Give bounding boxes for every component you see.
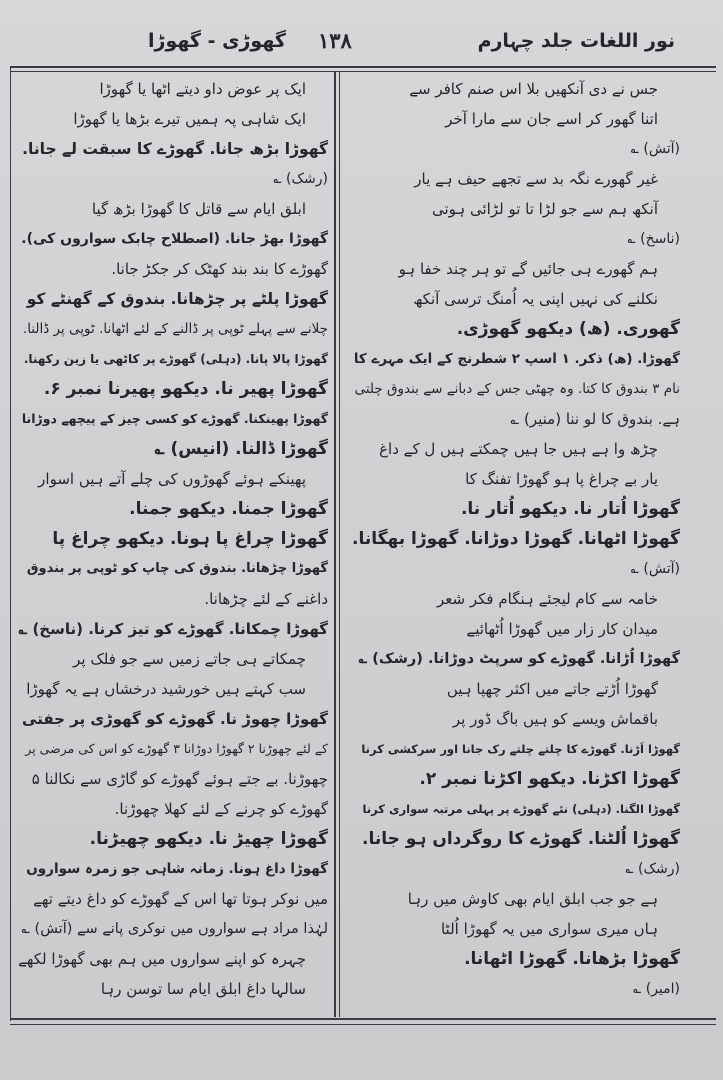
left-border <box>10 66 11 1021</box>
left-column-verse-line: پھینکے ہوئے گھوڑوں کی چلے آتے ہیں اسوار <box>38 470 306 488</box>
left-column-entry-heading: گھوڑا چراغ پا ہونا. دیکھو چراغ پا <box>52 529 328 549</box>
left-column-verse-line: سب کہتے ہیں خورشید درخشاں ہے یہ گھوڑا <box>26 680 306 698</box>
right-column-poet-citation: (امیر) ؎ <box>633 981 680 997</box>
column-divider <box>334 72 336 1017</box>
right-column-verse-line: نکلنے کی نہیں اپنی یہ اُمنگ ترسی آنکھ <box>413 290 658 308</box>
right-column-verse-line: خامہ سے کام لیجئے ہنگام فکر شعر <box>437 590 658 608</box>
left-column-text-line: داغنے کے لئے چڑھانا. <box>204 590 328 608</box>
top-rule-inner <box>10 71 716 72</box>
bottom-rule-inner <box>10 1024 716 1025</box>
right-column-verse-line: چڑھ وا ہے ہیں جا ہیں چمکتے ہیں ل کے داغ <box>379 440 658 458</box>
left-column-entry-heading: گھوڑا بڑھ جانا. گھوڑے کا سبقت لے جانا. <box>22 140 328 158</box>
right-column-entry-heading: گھوڑا اُڑانا. گھوڑے کو سرپٹ دوڑانا. (رشک) ؎ <box>358 651 680 667</box>
left-column-verse-line: ایک شاہی پہ ہمیں تیرے بڑھا یا گھوڑا <box>73 110 306 128</box>
page-header <box>0 24 723 64</box>
right-column-entry-heading: گھوڑا الگنا. (دہلی) نئے گھوڑے پر پہلی مرتبہ سواری کرنا <box>362 802 680 816</box>
left-column-verse-line: ایک پر عوض داو دیتے اٹھا یا گھوڑا <box>99 80 306 98</box>
right-column-verse-line: جس نے دی آنکھیں بلا اس صنم کافر سے <box>409 80 658 98</box>
right-column-entry-heading: گھوڑا. (ھ) ذکر. ۱ اسپ ۲ شطرنج کے ایک مہرے کا <box>353 351 680 367</box>
left-column-entry-heading: گھوڑا چھوڑ نا. گھوڑے کو گھوڑی پر جفتی <box>22 710 328 728</box>
right-column-verse-line: ہے جو جب ابلق ایام بھی کاوش میں رہا <box>407 890 658 908</box>
right-column-poet-citation: (ناسخ) ؎ <box>627 231 680 247</box>
right-column-verse-line: ہاں میری سواری میں یہ گھوڑا اُلٹا <box>440 920 658 938</box>
left-column-text-line: کے لئے چھوڑنا ۲ گھوڑا دوڑانا ۳ گھوڑے کو اس کی مرضی پر <box>25 741 328 756</box>
right-column-verse-line: آنکھ ہم سے جو لڑا تا تو لڑائی ہوتی <box>432 200 658 218</box>
left-column-entry-heading: گھوڑا پلٹے پر چڑھانا. بندوق کے گھنٹے کو <box>26 290 328 308</box>
left-column-entry-heading: گھوڑا چڑھانا. بندوق کی چاپ کو ٹوپی پر بندوق <box>26 561 328 576</box>
left-column-entry-heading: گھوڑا جمنا. دیکھو جمنا. <box>129 499 328 519</box>
right-column-verse-line: باقماش ویسے کو ہیں باگ ڈور پر <box>452 710 658 728</box>
right-column-entry-heading: گھوڑا بڑھانا. گھوڑا اٹھانا. <box>464 949 680 969</box>
right-column-verse-line: غیر گھورے نگہ بد سے تجھے حیف ہے یار <box>414 170 658 188</box>
right-column-verse-line: ہم گھورے ہی جائیں گے تو ہر چند خفا ہو <box>398 260 658 278</box>
right-column-entry-heading: گھوڑا اٹھانا. گھوڑا دوڑانا. گھوڑا بھگانا. <box>351 529 680 549</box>
left-column-poet-citation: (رشک) ؎ <box>273 171 328 187</box>
right-column-entry-heading: گھوڑا اکڑنا. دیکھو اکڑنا نمبر ۲. <box>419 769 680 789</box>
page-number: ۱۳۸ <box>318 28 352 53</box>
right-column-poet-citation: (رشک) ؎ <box>625 861 680 877</box>
left-column-verse-line: چمکاتے ہی جاتے زمیں سے جو فلک پر <box>73 650 306 668</box>
right-column-verse-line: گھوڑا اُڑتے جاتے میں اکثر چھپا ہیں <box>446 680 658 698</box>
catchwords: گھوڑی - گھوڑا <box>148 30 286 52</box>
right-column-verse-line: میدان کار زار میں گھوڑا اُٹھائیے <box>466 620 658 638</box>
top-rule <box>10 66 716 68</box>
left-column-entry-heading: گھوڑا ڈالنا. (انیس) ؎ <box>154 439 328 459</box>
left-column-text-line: گھوڑے کا بند بند کھٹک کر جکڑ جانا. <box>111 260 328 278</box>
right-column-text-line: ہے. بندوق کا لو ننا (منیر) ؎ <box>510 410 680 428</box>
left-column-verse-line: سالہا داغ ابلق ایام سا توسن رہا <box>100 980 306 998</box>
left-column-entry-heading: گھوڑا پھیر نا. دیکھو پھیرنا نمبر ۶. <box>43 379 328 399</box>
right-column-entry-heading: گھوری. (ھ) دیکھو گھوڑی. <box>456 319 680 339</box>
left-column-entry-heading: گھوڑا چمکانا. گھوڑے کو تیز کرنا. (ناسخ) ؎ <box>18 620 328 638</box>
right-column-entry-heading: گھوڑا اُتار نا. دیکھو اُتار نا. <box>460 499 680 519</box>
right-column-verse-line: یار بے چراغ پا ہو گھوڑا تفنگ کا <box>465 470 658 488</box>
left-column-entry-heading: گھوڑا داغ ہونا. زمانہ شاہی جو زمرہ سواروں <box>26 861 328 877</box>
left-column-entry-heading: گھوڑا چھیڑ نا. دیکھو چھیڑنا. <box>89 829 328 849</box>
left-column-entry-heading: گھوڑا بھڑ جانا. (اصطلاح چابک سواروں کی). <box>21 231 328 247</box>
left-column <box>18 78 328 1013</box>
running-title: نور اللغات جلد چہارم <box>477 30 675 52</box>
right-column <box>350 78 680 1013</box>
left-column-text-line: میں نوکر ہوتا تھا اس کے گھوڑے کو داغ دیتے تھے <box>33 890 328 908</box>
right-column-poet-citation: (آتش) ؎ <box>630 561 680 577</box>
left-column-verse-line: ابلق ایام سے قاتل کا گھوڑا بڑھ گیا <box>91 200 306 218</box>
right-column-verse-line: اتنا گھور کر اسے جان سے مارا آخر <box>445 110 658 128</box>
bottom-rule <box>10 1018 716 1020</box>
left-column-text-line: لہٰذا مراد ہے سواروں میں نوکری پانے سے (آتش) ؎ <box>21 921 328 937</box>
right-column-poet-citation: (آتش) ؎ <box>630 141 680 157</box>
right-column-entry-heading: گھوڑا اَڑنا. گھوڑے کا چلتے چلتے رک جانا اور سرکشی کرنا <box>361 742 680 756</box>
left-column-text-line: چھوڑنا. بے جتے ہوئے گھوڑے کو گاڑی سے نکالنا ۵ <box>31 770 328 788</box>
right-column-entry-heading: گھوڑا اُلٹنا. گھوڑے کا روگرداں ہو جانا. <box>362 829 680 849</box>
column-divider-inner <box>339 72 340 1017</box>
left-column-verse-line: چہرہ کو اپنے سواروں میں ہم بھی گھوڑا لکھے <box>18 950 306 968</box>
left-column-entry-heading: گھوڑا پالا پانا. (دہلی) گھوڑے پر کاٹھی یا زین رکھنا. <box>23 352 328 366</box>
left-column-entry-heading: گھوڑا پھینکنا. گھوڑے کو کسی چیز کے پیچھے دوڑانا <box>21 411 328 426</box>
left-column-text-line: چلانے سے پہلے ٹوپی پر ڈالنے کے لئے اٹھانا. ٹوپی پر ڈالنا. <box>22 321 328 337</box>
left-column-text-line: گھوڑے کو چرنے کے لئے کھلا چھوڑنا. <box>114 800 328 818</box>
right-column-text-line: نام ۳ بندوق کا کتا. وہ چھٹی جس کے دبانے سے بندوق چلتی <box>354 381 680 397</box>
